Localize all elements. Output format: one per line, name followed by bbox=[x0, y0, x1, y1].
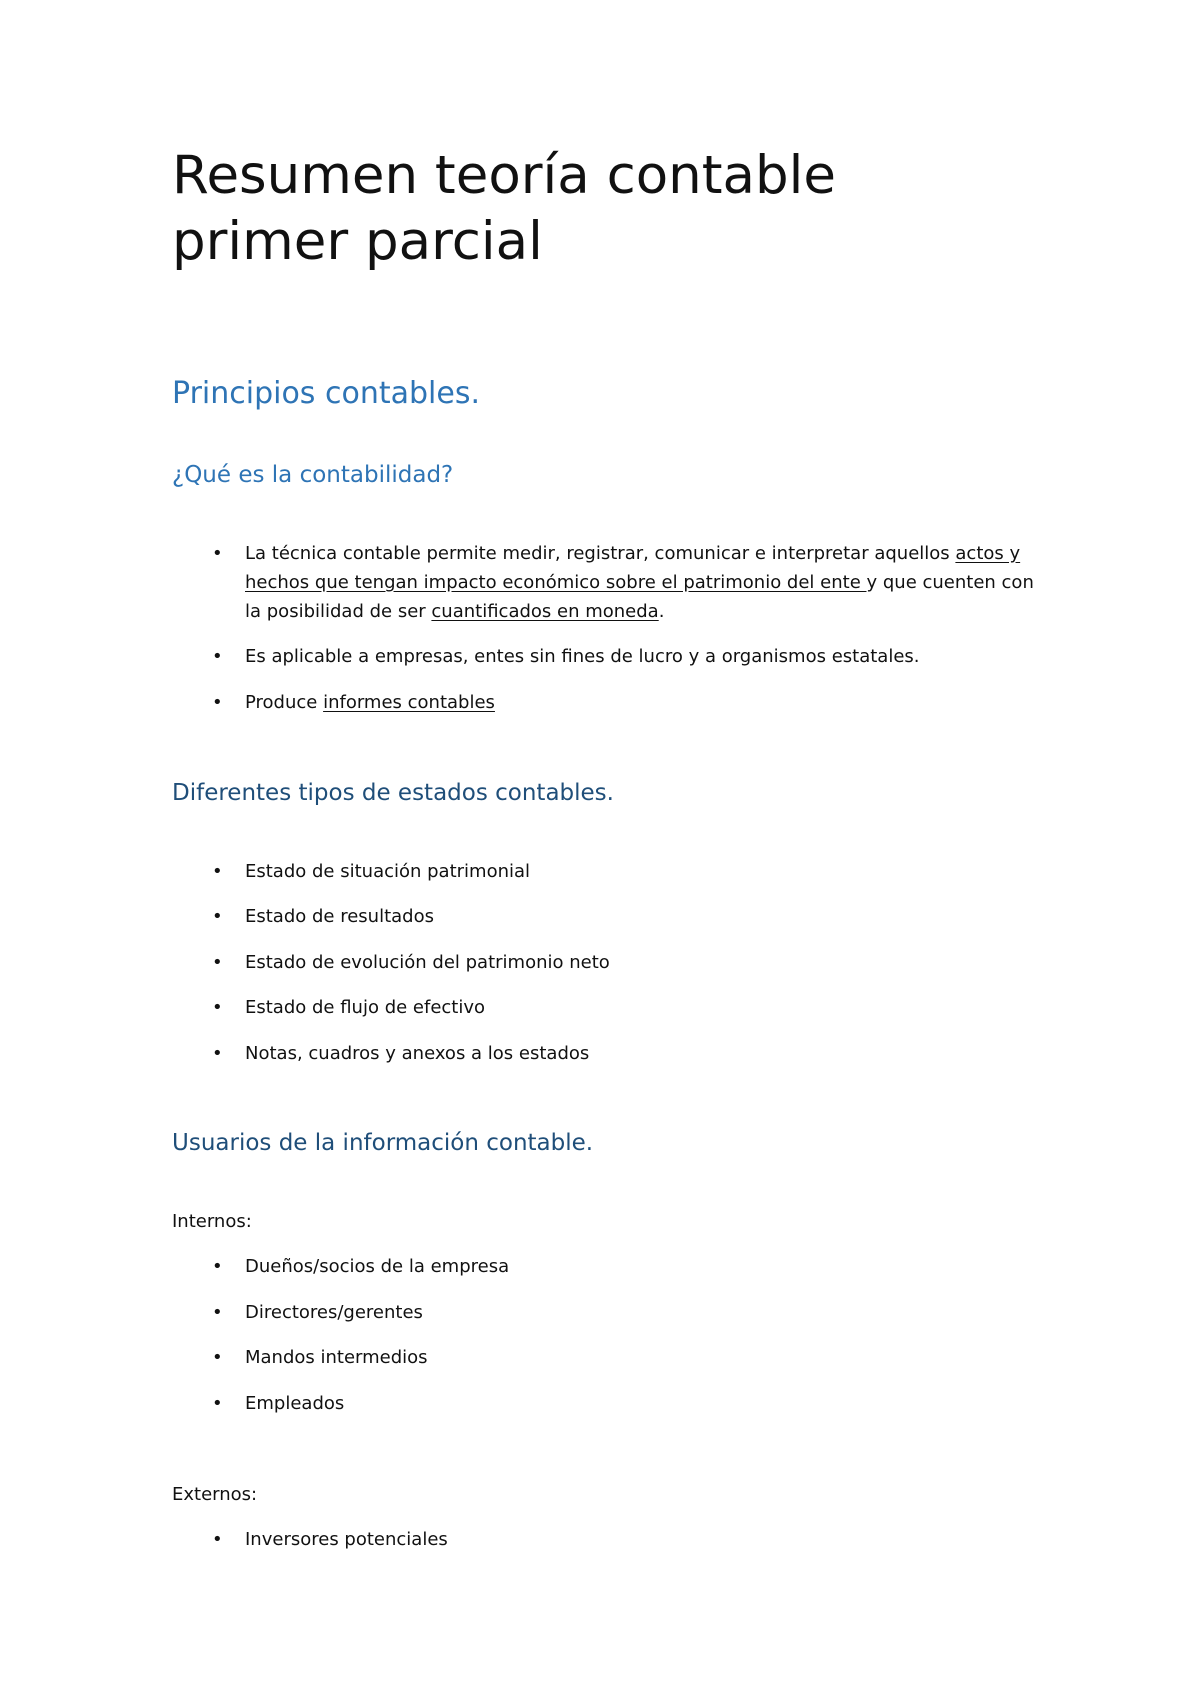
heading-principios-contables: Principios contables. bbox=[172, 376, 480, 411]
bullet-icon: • bbox=[212, 1393, 223, 1414]
bullet-icon: • bbox=[212, 543, 223, 564]
list-item: Inversores potenciales bbox=[245, 1529, 448, 1550]
label-internos: Internos: bbox=[172, 1211, 252, 1232]
list-item: Estado de resultados bbox=[245, 906, 434, 927]
list-item: Dueños/socios de la empresa bbox=[245, 1256, 510, 1277]
list-item bbox=[245, 543, 1020, 565]
underlined-text: informes contables bbox=[323, 692, 495, 713]
bullet-icon: • bbox=[212, 1347, 223, 1368]
list-item: Estado de evolución del patrimonio neto bbox=[245, 952, 610, 973]
underlined-text: cuantificados en moneda bbox=[431, 601, 659, 622]
label-externos: Externos: bbox=[172, 1484, 258, 1505]
list-item: Mandos intermedios bbox=[245, 1347, 428, 1368]
bullet-icon: • bbox=[212, 1043, 223, 1064]
heading-usuarios-informacion: Usuarios de la información contable. bbox=[172, 1130, 594, 1156]
body-text: . bbox=[658, 601, 665, 622]
list-item bbox=[245, 692, 495, 714]
bullet-icon: • bbox=[212, 1529, 223, 1550]
bullet-icon: • bbox=[212, 952, 223, 973]
body-text: La técnica contable permite medir, registrar, comunicar e interpretar aquellos bbox=[245, 543, 956, 564]
list-item-continuation bbox=[245, 572, 1034, 594]
heading-tipos-estados-contables: Diferentes tipos de estados contables. bbox=[172, 780, 614, 806]
bullet-icon: • bbox=[212, 861, 223, 882]
underlined-text: actos y bbox=[955, 543, 1021, 564]
list-item: Estado de flujo de efectivo bbox=[245, 997, 486, 1018]
subheading-que-es-contabilidad: ¿Qué es la contabilidad? bbox=[172, 462, 454, 488]
bullet-icon: • bbox=[212, 997, 223, 1018]
list-item: Estado de situación patrimonial bbox=[245, 861, 531, 882]
underlined-text: hechos que tengan impacto económico sobre el patrimonio del ente bbox=[245, 572, 867, 593]
bullet-icon: • bbox=[212, 646, 223, 667]
body-text: y que cuenten con bbox=[866, 572, 1034, 593]
bullet-icon: • bbox=[212, 1302, 223, 1323]
bullet-icon: • bbox=[212, 692, 223, 713]
bullet-icon: • bbox=[212, 906, 223, 927]
list-item-continuation bbox=[245, 601, 664, 623]
list-item: Notas, cuadros y anexos a los estados bbox=[245, 1043, 590, 1064]
document-title-line-1: Resumen teoría contable bbox=[172, 145, 836, 206]
list-item: Empleados bbox=[245, 1393, 345, 1414]
body-text: Produce bbox=[245, 692, 324, 713]
list-item: Es aplicable a empresas, entes sin fines de lucro y a organismos estatales. bbox=[245, 646, 920, 667]
list-item: Directores/gerentes bbox=[245, 1302, 423, 1323]
document-title-line-2: primer parcial bbox=[172, 211, 543, 272]
body-text: la posibilidad de ser bbox=[245, 601, 432, 622]
bullet-icon: • bbox=[212, 1256, 223, 1277]
